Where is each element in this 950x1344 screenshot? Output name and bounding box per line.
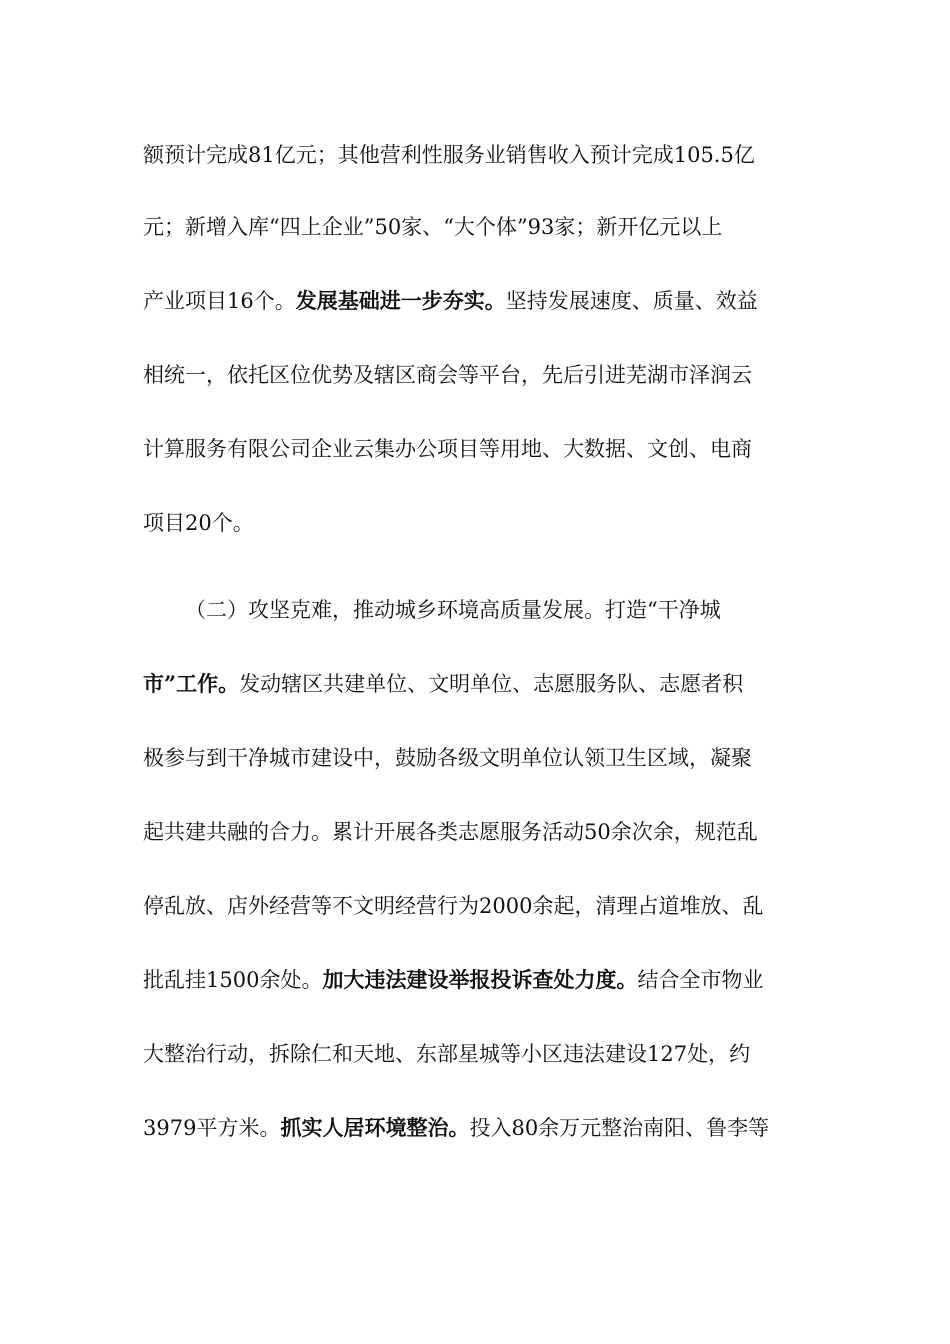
section-heading-2-continued: 市”工作。: [143, 671, 240, 696]
paragraph-1-line-4: 相统一，依托区位优势及辖区商会等平台，先后引进芜湖市泽润云: [143, 363, 752, 387]
paragraph-2-line-7: 大整治行动，拆除仁和天地、东部星城等小区违法建设127处，约: [143, 1042, 751, 1066]
paragraph-2-line-2: [143, 664, 813, 704]
paragraph-1-line-5: 计算服务有限公司企业云集办公项目等用地、大数据、文创、电商: [143, 437, 752, 461]
paragraph-1-line-6: 项目20个。: [143, 511, 254, 535]
subheading-illegal-construction: 加大违法建设举报投诉查处力度。: [322, 967, 638, 992]
paragraph-2-line-6-rest: 结合全市物业: [637, 968, 764, 992]
paragraph-2-line-8-text: 3979平方米。: [143, 1116, 281, 1140]
subheading-living-environment: 抓实人居环境整治。: [280, 1115, 470, 1140]
section-heading-2: （二）攻坚克难，推动城乡环境高质量发展。打造“干净城: [185, 598, 721, 622]
paragraph-1-line-3-text: 产业项目16个。: [143, 289, 296, 313]
paragraph-2-line-8-rest: 投入80余万元整治南阳、鲁李等: [469, 1116, 770, 1140]
paragraph-2-line-4: 起共建共融的合力。累计开展各类志愿服务活动50余次余，规范乱: [143, 820, 758, 844]
paragraph-2-line-2-rest: 发动辖区共建单位、文明单位、志愿服务队、志愿者积: [239, 672, 744, 696]
paragraph-1-line-3: [143, 281, 813, 321]
paragraph-1-line-2: 元；新增入库“四上企业”50家、“大个体”93家；新开亿元以上: [143, 215, 723, 239]
subheading-development-foundation: 发展基础进一步夯实。: [295, 288, 506, 313]
paragraph-2-line-6: [143, 960, 813, 1000]
paragraph-2-line-5: 停乱放、店外经营等不文明经营行为2000余起，清理占道堆放、乱: [143, 894, 764, 918]
paragraph-2-line-3: 极参与到干净城市建设中，鼓励各级文明单位认领卫生区域，凝聚: [143, 746, 752, 770]
paragraph-1-line-3-rest: 坚持发展速度、质量、效益: [505, 289, 758, 313]
paragraph-2-line-6-text: 批乱挂1500余处。: [143, 968, 323, 992]
paragraph-2-line-8: [143, 1108, 813, 1148]
paragraph-1-line-1: 额预计完成81亿元；其他营利性服务业销售收入预计完成105.5亿: [143, 143, 755, 167]
